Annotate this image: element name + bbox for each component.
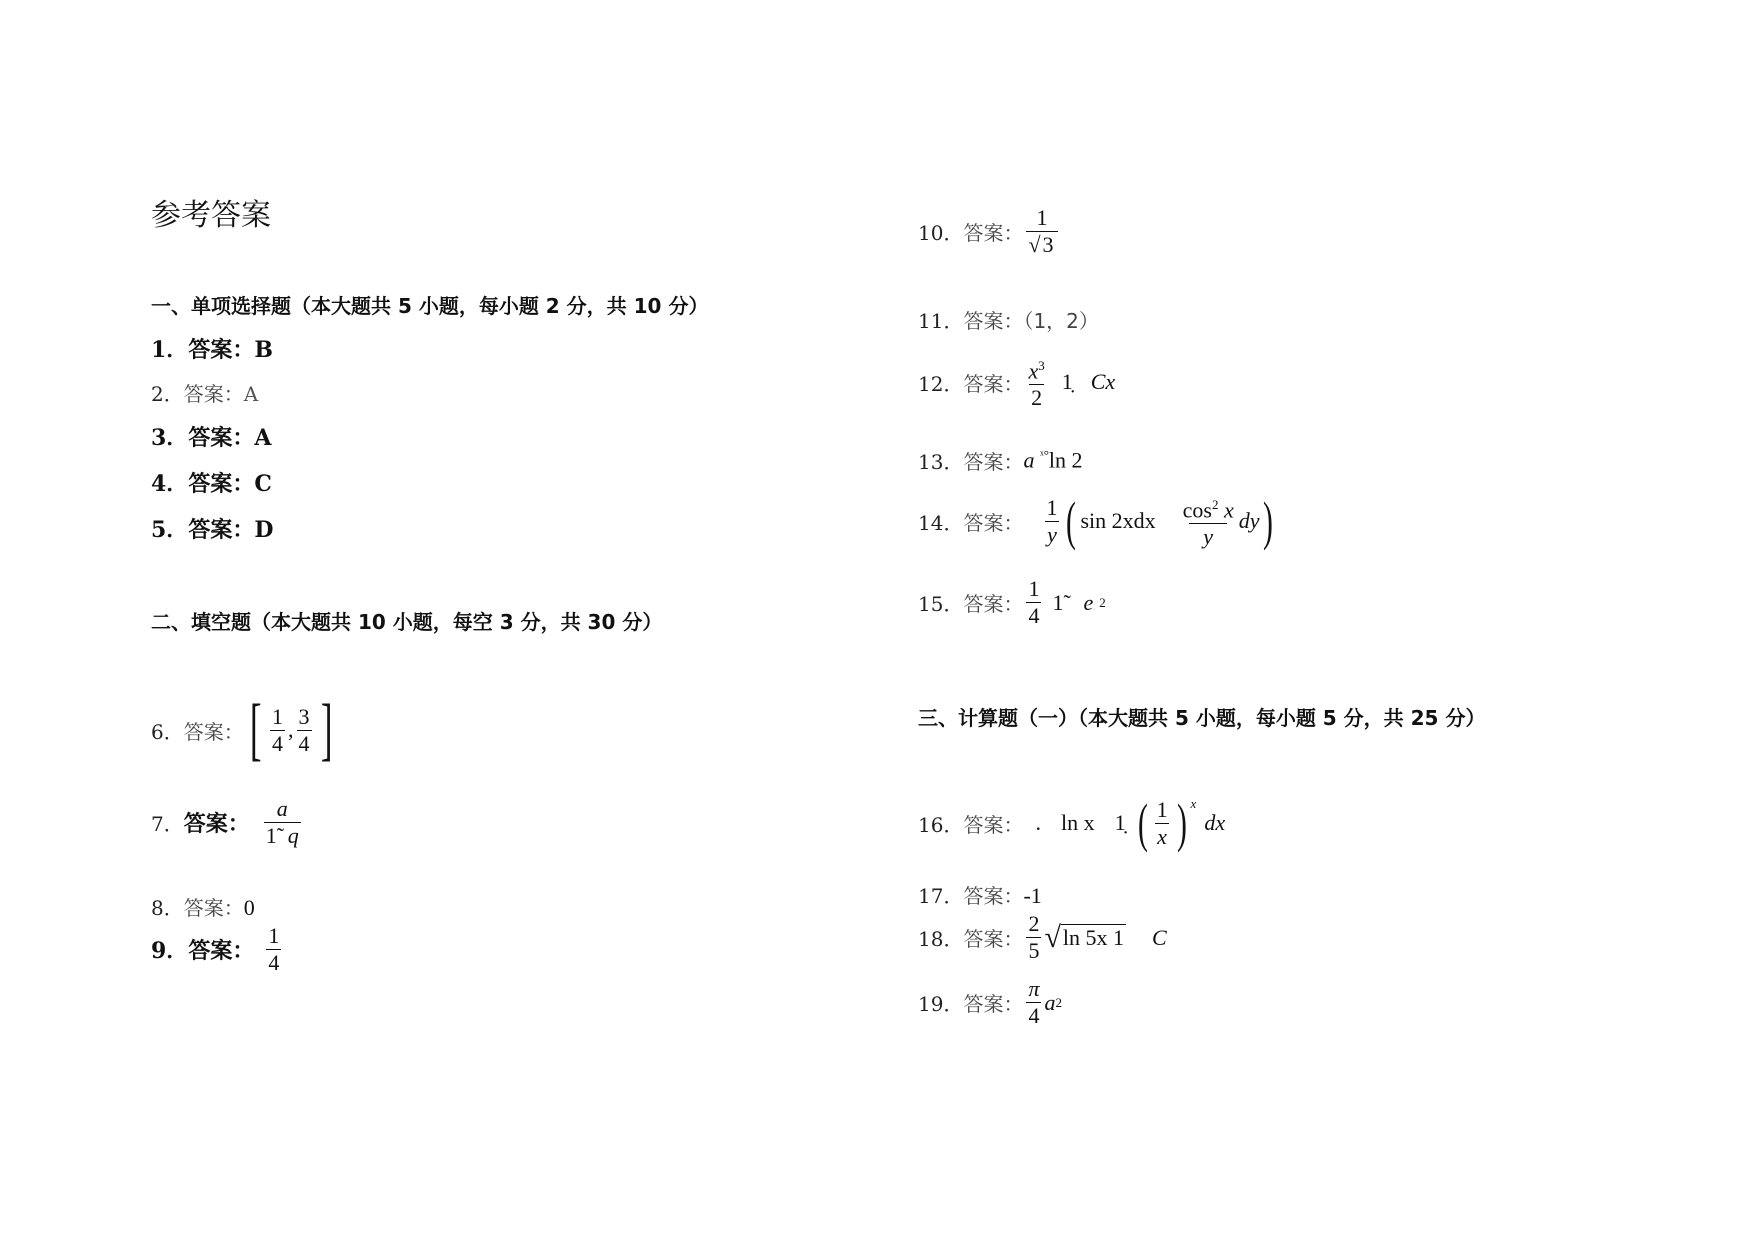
answer-9 — [151, 923, 284, 976]
answer-formula — [1041, 492, 1277, 550]
denominator: 2 — [1031, 385, 1043, 411]
exponent: ˣ° — [1039, 447, 1049, 463]
answer-formula — [1023, 911, 1166, 964]
section-heading-calc: 三、计算题（一）（本大题共 5 小题，每小题 5 分，共 25 分） — [918, 706, 1486, 730]
answer-label: 答案： — [188, 518, 255, 543]
numerator: 1 — [272, 703, 284, 729]
answer-5 — [151, 513, 273, 544]
numerator: 1 — [1036, 205, 1048, 230]
answer-formula — [1023, 447, 1082, 473]
answer-7 — [151, 796, 304, 849]
term: . — [1035, 810, 1041, 835]
answer-value: （1，2） — [1023, 309, 1099, 333]
question-number: 13． — [918, 450, 964, 474]
variable: e — [1083, 589, 1094, 615]
left-paren-icon: ( — [1137, 793, 1148, 853]
answer-formula — [264, 796, 301, 849]
numerator: 1 — [1028, 576, 1040, 601]
function: cos — [1182, 497, 1212, 523]
answer-label: 答案： — [188, 338, 255, 363]
answer-label: 答案： — [963, 309, 1024, 333]
answer-1 — [151, 333, 273, 364]
radicand: 3 — [1042, 232, 1054, 257]
exponent: 2 — [1211, 497, 1219, 512]
answer-label: 答案： — [183, 382, 244, 406]
numerator: 1 — [1156, 796, 1168, 822]
answer-label: 答案： — [963, 992, 1024, 1016]
denominator — [264, 822, 301, 849]
page-title: 参考答案 — [151, 198, 271, 233]
term: ln x — [1060, 810, 1095, 835]
answer-label: 答案： — [188, 426, 255, 451]
numerator: 2 — [1028, 911, 1040, 936]
exponent: x — [1190, 796, 1197, 811]
numerator — [1181, 492, 1236, 523]
exponent: 2 — [1099, 594, 1106, 610]
answer-label: 答案： — [963, 221, 1024, 245]
section-heading-choice: 一、单项选择题（本大题共 5 小题，每小题 2 分，共 10 分） — [151, 294, 709, 318]
numerator: π — [1028, 976, 1040, 1001]
answer-12 — [918, 353, 1115, 411]
variable: a — [1044, 989, 1056, 1015]
term: ln 2 — [1048, 447, 1083, 473]
question-number: 10． — [918, 221, 964, 245]
exponent: 3 — [1038, 358, 1045, 373]
denominator: 4 — [268, 950, 280, 975]
answer-6 — [151, 691, 338, 768]
answer-14 — [918, 492, 1277, 550]
comma: , — [288, 717, 294, 742]
question-number: 9． — [151, 938, 189, 964]
answer-16 — [918, 793, 1226, 853]
question-number: 4． — [151, 471, 189, 497]
answer-value: C — [254, 471, 272, 497]
question-number: 2． — [151, 382, 184, 406]
left-paren-icon: ( — [1066, 491, 1077, 552]
term: sin 2xdx — [1080, 508, 1156, 534]
answer-19 — [918, 976, 1062, 1029]
term: Cx — [1090, 369, 1116, 395]
answer-formula — [1023, 976, 1062, 1029]
answer-formula — [1023, 576, 1105, 629]
term: 1̣ — [1061, 369, 1073, 395]
variable: x — [1218, 497, 1234, 523]
term: dx — [1204, 810, 1226, 835]
denominator: 4 — [1028, 1003, 1040, 1028]
question-number: 16． — [918, 812, 964, 837]
answer-label: 答案： — [963, 592, 1024, 616]
numerator — [1026, 353, 1046, 384]
question-number: 17． — [918, 884, 964, 908]
answer-10 — [918, 205, 1061, 258]
question-number: 6． — [151, 719, 184, 744]
answer-formula — [244, 691, 338, 768]
answer-17 — [918, 880, 1042, 909]
question-number: 8． — [151, 896, 184, 920]
numerator: 3 — [298, 703, 310, 729]
answer-value: A — [243, 382, 259, 406]
right-paren-icon: ) — [1263, 491, 1274, 552]
answer-3 — [151, 421, 271, 452]
answer-label: 答案： — [963, 812, 1024, 837]
numerator: 1 — [1046, 494, 1058, 520]
question-number: 19． — [918, 992, 964, 1016]
exponent: 2 — [1055, 994, 1062, 1010]
answer-15 — [918, 576, 1106, 629]
question-number: 12． — [918, 371, 964, 396]
denominator: 5 — [1028, 938, 1040, 963]
answer-8 — [151, 892, 255, 921]
answer-label: 答案： — [963, 510, 1024, 535]
answer-label: 答案： — [188, 939, 255, 964]
term: 1̃ — [1052, 589, 1064, 615]
denominator — [1026, 231, 1057, 258]
section-heading-fill: 二、填空题（本大题共 10 小题，每空 3 分，共 30 分） — [151, 610, 663, 634]
left-bracket-icon: [ — [249, 691, 262, 768]
answer-4 — [151, 467, 272, 498]
numerator: 1 — [268, 923, 280, 948]
answer-value: D — [254, 517, 274, 543]
right-bracket-icon: ] — [320, 691, 333, 768]
radicand: ln 5x 1 — [1062, 925, 1125, 950]
answer-label: 答案： — [963, 371, 1024, 396]
answer-label: 答案： — [188, 472, 255, 497]
answer-label: 答案： — [963, 450, 1024, 474]
term: dy — [1238, 508, 1260, 534]
answer-label: 答案： — [183, 896, 244, 920]
answer-formula — [1023, 793, 1226, 853]
question-number: 15． — [918, 592, 964, 616]
denominator: x — [1157, 823, 1167, 849]
answer-label: 答案： — [963, 884, 1024, 908]
variable: x — [1028, 358, 1039, 384]
question-number: 11． — [918, 309, 964, 333]
denominator: y — [1047, 521, 1057, 547]
answer-label: 答案： — [963, 927, 1024, 951]
answer-18 — [918, 911, 1167, 964]
answer-formula — [1026, 205, 1057, 258]
question-number: 5． — [151, 517, 189, 543]
variable: a — [1023, 447, 1035, 473]
denominator: 4 — [272, 730, 284, 756]
radical-icon: √ — [1028, 232, 1041, 257]
answer-formula — [1023, 353, 1115, 411]
term: C — [1152, 924, 1167, 950]
right-paren-icon: ) — [1176, 793, 1187, 853]
answer-formula — [266, 923, 281, 976]
answer-13 — [918, 446, 1083, 475]
answer-value: A — [254, 425, 272, 451]
answer-label: 答案： — [183, 719, 244, 744]
term: 1̣ — [1114, 810, 1126, 835]
question-number: 3． — [151, 425, 189, 451]
denominator: 4 — [1028, 603, 1040, 628]
answer-2 — [151, 378, 258, 407]
answer-value: B — [254, 337, 273, 363]
numerator: a — [276, 796, 288, 821]
question-number: 7． — [151, 812, 184, 836]
question-number: 1． — [151, 337, 189, 363]
answer-label: 答案： — [183, 812, 250, 837]
answer-value: -1 — [1023, 883, 1042, 908]
denominator: 4 — [298, 730, 310, 756]
radical-icon: √ — [1044, 920, 1061, 954]
question-number: 18． — [918, 927, 964, 951]
answer-11 — [918, 305, 1099, 334]
answer-value: 0 — [243, 895, 255, 920]
denominator: y — [1189, 523, 1227, 550]
question-number: 14． — [918, 510, 964, 535]
denominator-term: 1̃ — [265, 823, 277, 848]
denominator-term: q — [287, 823, 299, 848]
